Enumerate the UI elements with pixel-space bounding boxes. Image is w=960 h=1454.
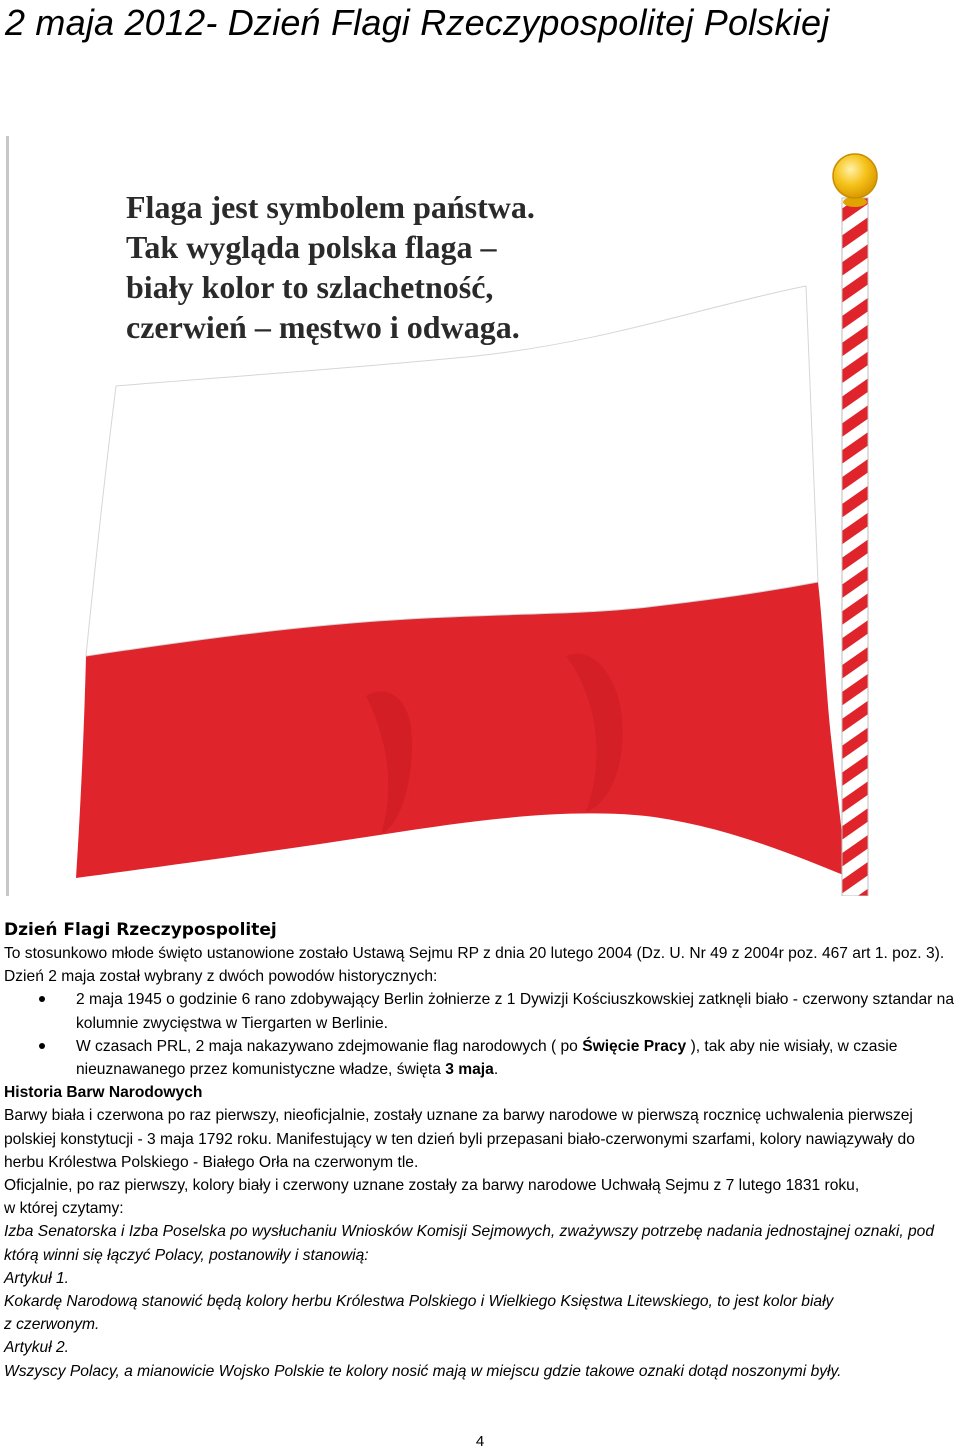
bullet-text: W czasach PRL, 2 maja nakazywano zdejmowanie flag narodowych ( po — [76, 1037, 583, 1055]
article-text: z czerwonym. — [4, 1316, 100, 1334]
scan-edge — [6, 136, 9, 896]
article-text: Kokardę Narodową stanowić będą kolory herbu Królestwa Polskiego i Wielkiego Księstwa Litewskiego, to jest kolor biały — [4, 1293, 834, 1311]
body-text — [4, 918, 959, 1383]
polish-flag-illustration — [6, 136, 960, 896]
bullet-bold-text: Święcie Pracy — [582, 1037, 687, 1055]
history-paragraph: Barwy biała i czerwona po raz pierwszy, nieoficjalnie, zostały uznane za barwy narodowe w pierwszą rocznicę uchwalenia pierwszej polskiej konstytucji - 3 maja 1792 roku. Manifestujący w ten dzień byli przepasani biało-czerwonymi szarfami, kolory nawiązywały do herbu Królestwa Polskiego - Białego Orła na czerwonym tle. — [4, 1107, 915, 1171]
article-label: Artykuł 2. — [4, 1339, 69, 1357]
history-heading: Historia Barw Narodowych — [4, 1084, 203, 1102]
flagpole-ball-icon — [833, 154, 877, 198]
caption-line: czerwień – męstwo i odwaga. — [126, 309, 520, 345]
section-heading: Dzień Flagi Rzeczypospolitej — [4, 920, 277, 940]
page-title: 2 maja 2012- Dzień Flagi Rzeczypospolitej Polskiej — [5, 2, 830, 43]
resolution-quote: Izba Senatorska i Izba Poselska po wysłuchaniu Wniosków Komisji Sejmowych, zważywszy potrzebę nadania jednostajnej oznaki, pod którą winni się łączyć Polacy, postanowiły i stanowią: — [4, 1223, 935, 1264]
intro-paragraph: To stosunkowo młode święto ustanowione zostało Ustawą Sejmu RP z dnia 20 lutego 2004 (Dz. U. Nr 49 z 2004r poz. 467 art 1. poz. 3). Dzień 2 maja został wybrany z dwóch powodów historycznych: — [4, 945, 945, 986]
history-paragraph-line: Oficjalnie, po raz pierwszy, kolory biały i czerwony uznane zostały za barwy narodowe Uchwałą Sejmu z 7 lutego 1831 roku, — [4, 1177, 860, 1195]
bullet-bold-text: 3 maja — [445, 1061, 494, 1079]
history-paragraph-line: w której czytamy: — [4, 1200, 124, 1218]
caption-line: Flaga jest symbolem państwa. — [126, 189, 535, 225]
caption-line: biały kolor to szlachetność, — [126, 269, 494, 305]
bullet-text: . — [493, 1061, 499, 1079]
list-item — [4, 1035, 959, 1081]
bullet-text: ), tak aby nie wisiały, w czasie nieuznawanego przez komunistyczne władze, święta — [76, 1037, 898, 1079]
page-number: 4 — [475, 1433, 485, 1450]
article-label: Artykuł 1. — [4, 1269, 69, 1287]
list-item: 2 maja 1945 o godzinie 6 rano zdobywający Berlin żołnierze z 1 Dywizji Kościuszkowskiej zatknęli biało - czerwony sztandar na kolumnie zwycięstwa w Tiergarten w Berlinie. — [4, 988, 959, 1034]
flagpole — [842, 198, 868, 896]
reasons-list — [4, 988, 959, 1081]
article-text: Wszyscy Polacy, a mianowicie Wojsko Polskie te kolory nosić mają w miejscu gdzie takowe oznaki dotąd noszonymi były. — [4, 1362, 842, 1380]
caption-line: Tak wygląda polska flaga – — [126, 229, 497, 265]
flag-caption — [126, 189, 535, 345]
